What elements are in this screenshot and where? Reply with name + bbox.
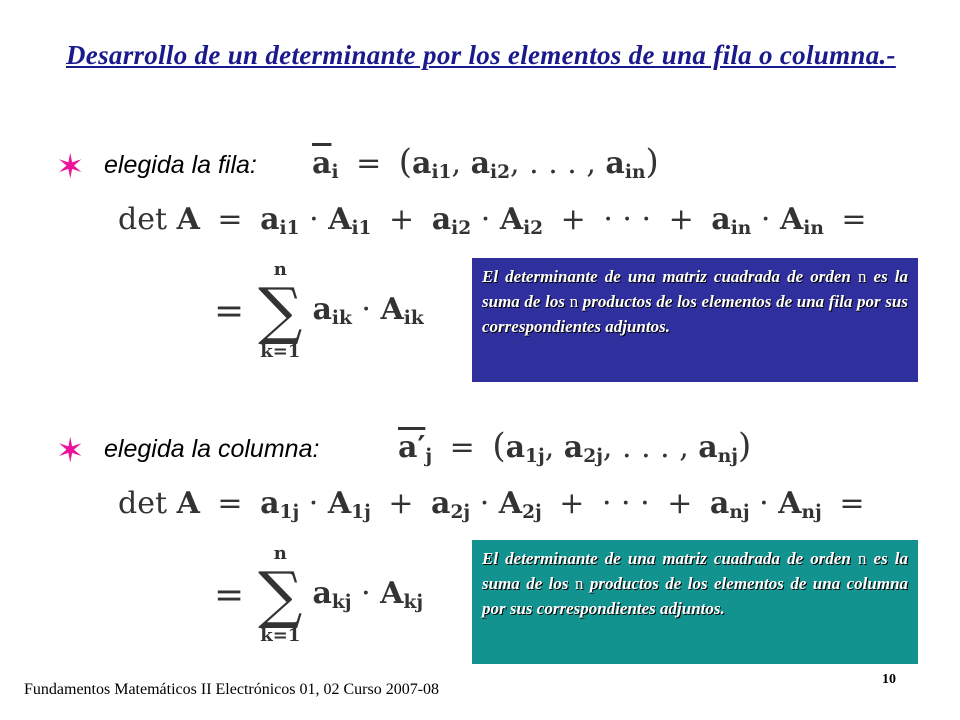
star-icon: ✶ <box>56 431 85 471</box>
row-sum-formula: = n ∑ k=1 $a_{ik} \cdot A_{ik}$ <box>214 259 424 362</box>
page-number: 10 <box>882 672 896 687</box>
page-title: Desarrollo de un determinante por los elementos de una fila o columna.- <box>66 40 896 70</box>
footer-text: Fundamentos Matemáticos II Electrónicos 01, 02 Curso 2007-08 <box>24 681 440 698</box>
column-vector-formula: $a'_j = (a_{1j}$, $a_{2j}$, . . . , $a_{nj}$) <box>398 426 752 468</box>
column-sum-formula: = n ∑ k=1 $a_{kj} \cdot A_{kj}$ <box>214 543 424 646</box>
row-expansion-formula: $\det A = a_{i1} \cdot A_{i1} + a_{i2} \cdot A_{i2}$ + · · · + $a_{in} \cdot A_{in}$ = <box>118 202 867 240</box>
star-icon: ✶ <box>56 147 85 187</box>
row-label: elegida la fila: <box>104 151 257 179</box>
column-label: elegida la columna: <box>104 435 320 463</box>
row-explanation-box: El determinante de una matriz cuadrada de orden n es la suma de los n productos de los elementos de una fila por sus correspondientes adjuntos. <box>472 258 918 382</box>
column-explanation-box: El determinante de una matriz cuadrada de orden n es la suma de los n productos de los elementos de una columna por sus correspondientes adjuntos. <box>472 540 918 664</box>
column-expansion-formula: $\det A = a_{1j} \cdot A_{1j} + a_{2j} \cdot A_{2j}$ + · · · + $a_{nj} \cdot A_{nj}$ = <box>118 486 865 524</box>
row-vector-formula: $\overline{a}_i = (a_{i1}$, $a_{i2}$, . . . , $a_{in}$) <box>312 142 659 184</box>
